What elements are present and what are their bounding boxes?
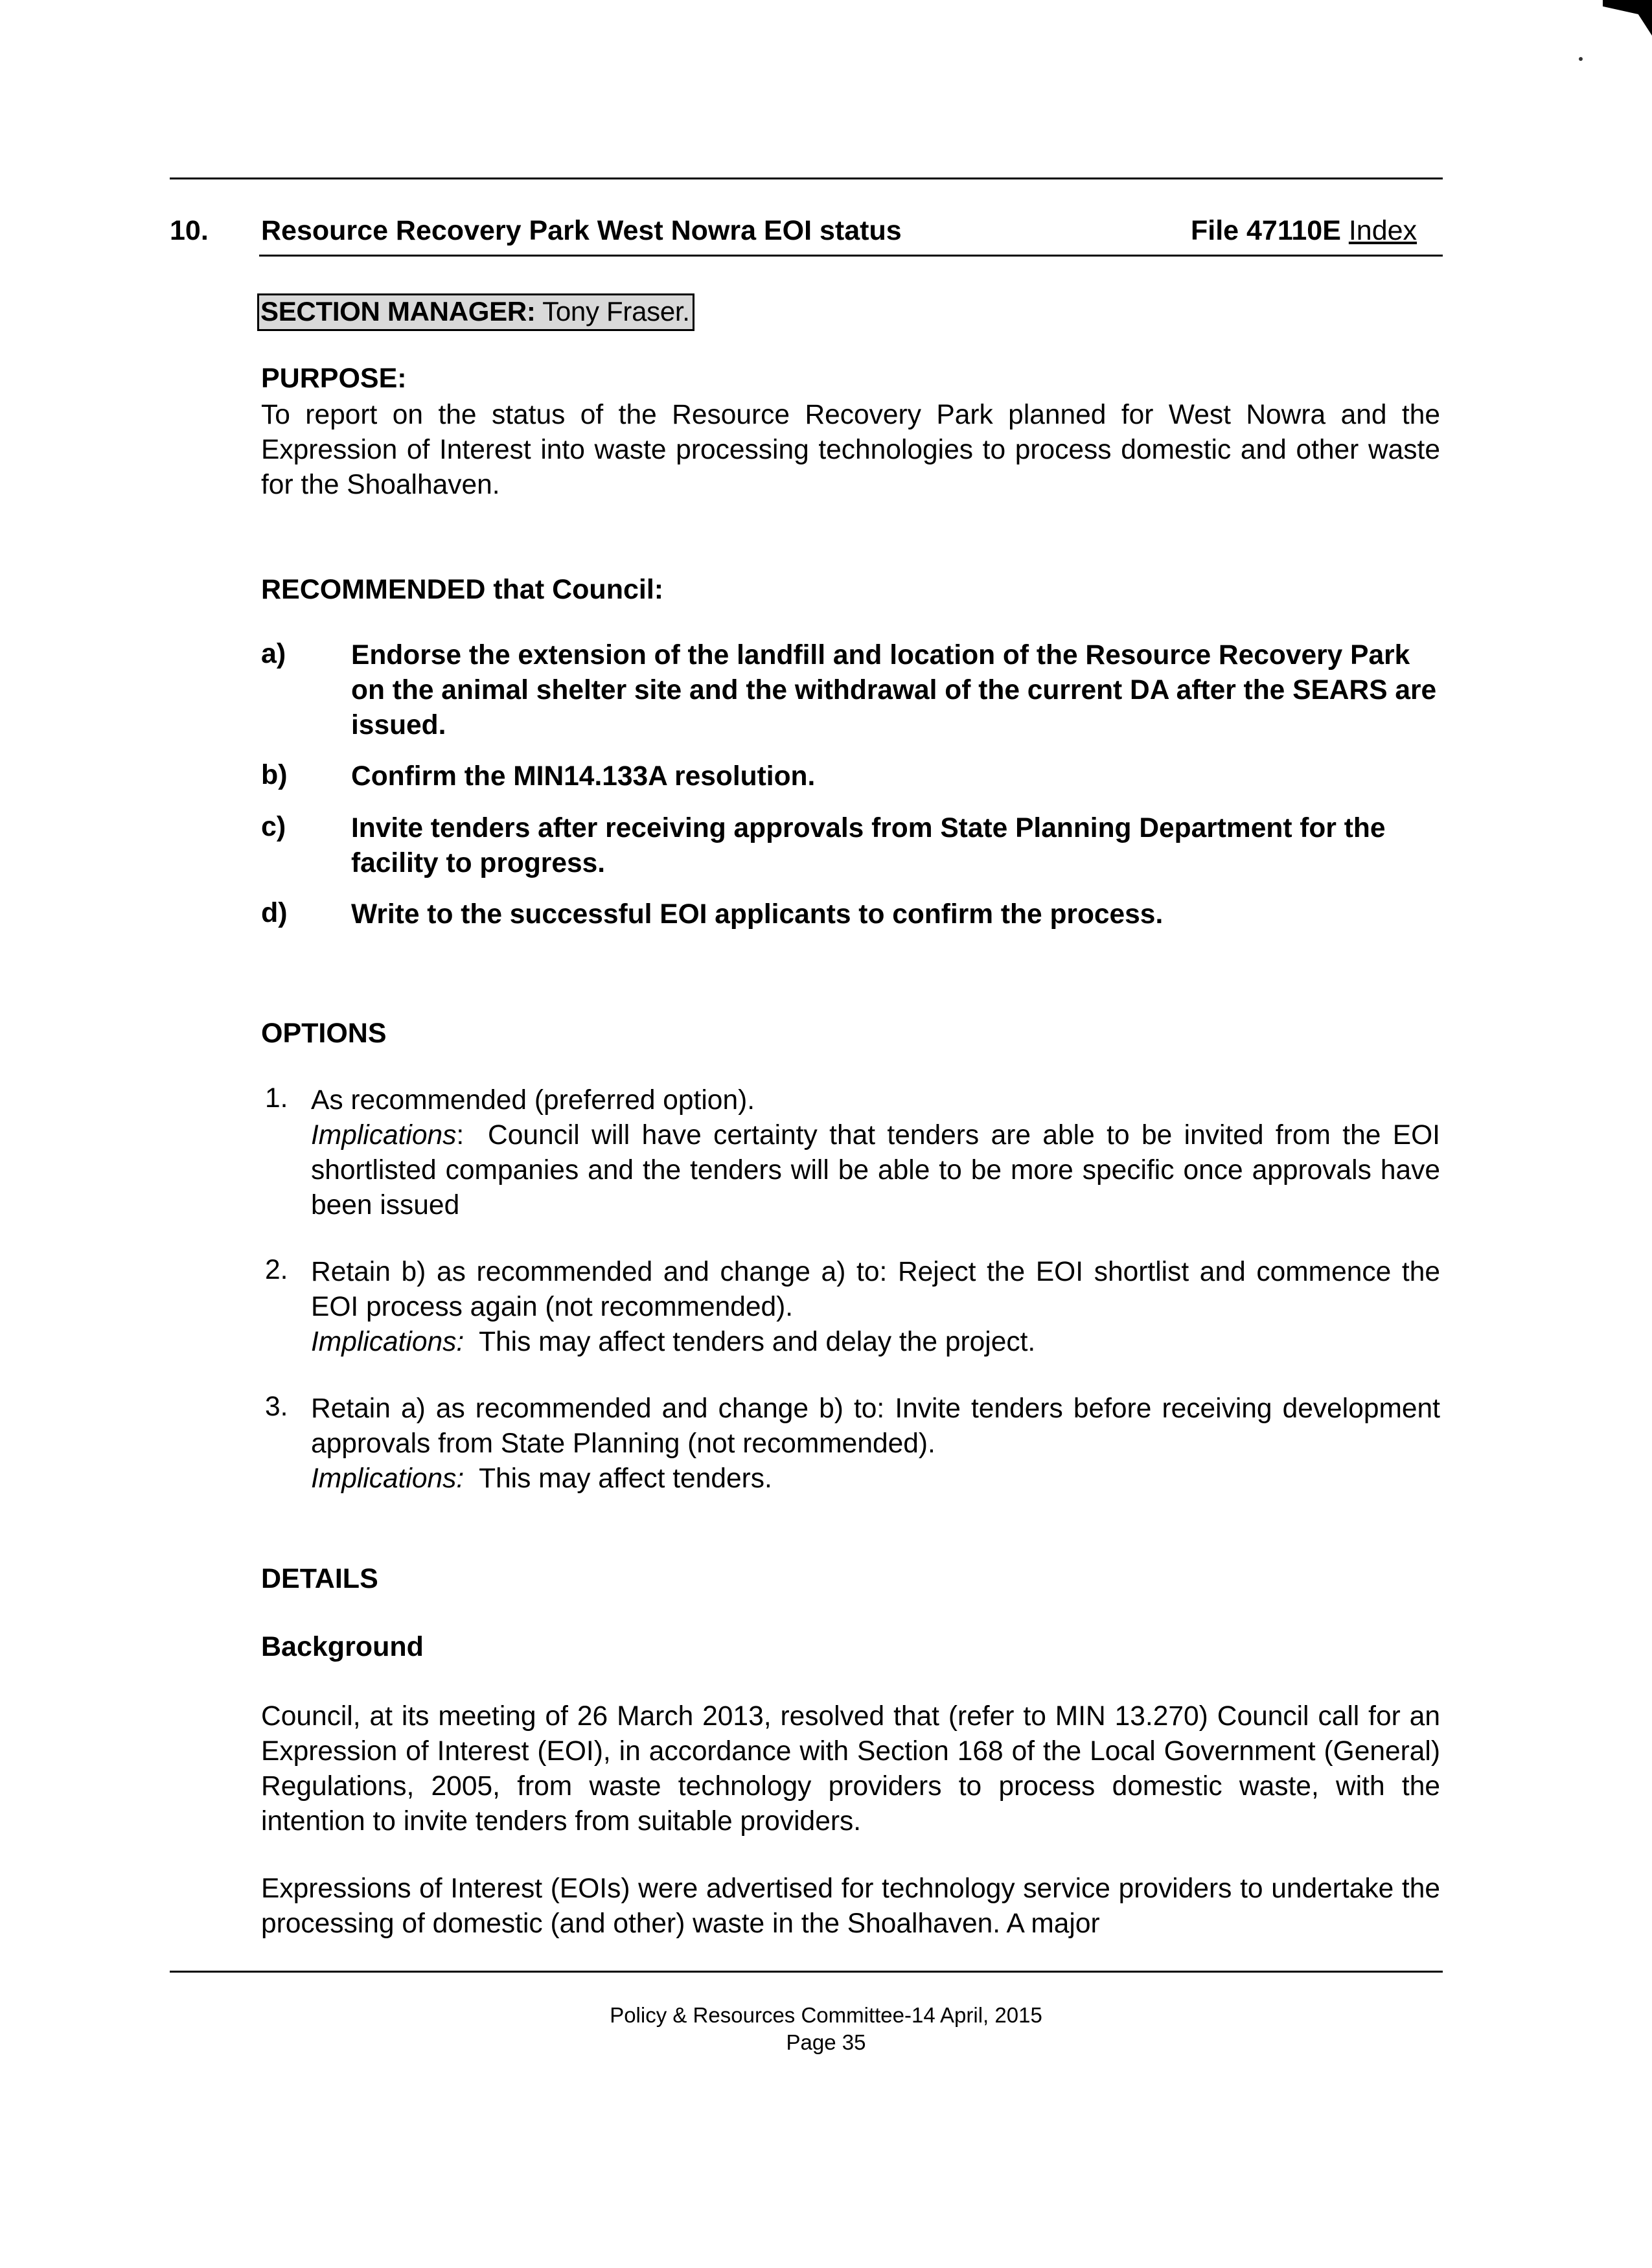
recommended-heading: RECOMMENDED that Council: xyxy=(261,574,664,605)
top-rule xyxy=(170,178,1443,179)
rec-letter-c: c) xyxy=(261,811,286,842)
option-1 xyxy=(311,1083,1440,1223)
option-3-text: Retain a) as recommended and change b) to: Invite tenders before receiving development approvals from State Planning (not recommended). xyxy=(311,1393,1440,1459)
option-2-implications xyxy=(311,1325,1440,1360)
file-label: File 47110E xyxy=(1191,215,1341,246)
bottom-rule xyxy=(170,1971,1443,1973)
title-underline xyxy=(259,255,1443,257)
option-number-3: 3. xyxy=(265,1392,288,1422)
option-number-2: 2. xyxy=(265,1255,288,1285)
implications-label: Implications xyxy=(311,1120,457,1151)
purpose-heading: PURPOSE: xyxy=(261,363,407,394)
rec-text-a: Endorse the extension of the landfill and location of the Resource Recovery Park on the animal shelter site and the withdrawal of the current DA after the SEARS are issued. xyxy=(351,640,1437,740)
details-heading: DETAILS xyxy=(261,1563,378,1594)
implications-label: Implications: xyxy=(311,1327,465,1357)
implications-text: This may affect tenders. xyxy=(479,1463,772,1494)
options-heading: OPTIONS xyxy=(261,1018,387,1049)
rec-letter-a: a) xyxy=(261,638,286,669)
footer-page-number: Page 35 xyxy=(786,2030,866,2054)
option-3-implications xyxy=(311,1461,1440,1496)
rec-text-d: Write to the successful EOI applicants to confirm the process. xyxy=(351,899,1164,930)
report-title: Resource Recovery Park West Nowra EOI status xyxy=(261,215,902,246)
footer-committee: Policy & Resources Committee-14 April, 2015 xyxy=(610,2003,1042,2027)
section-manager-label: SECTION MANAGER: xyxy=(260,296,536,326)
option-2 xyxy=(311,1255,1440,1360)
section-manager-name: Tony Fraser. xyxy=(542,296,690,326)
option-number-1: 1. xyxy=(265,1083,288,1114)
option-2-text: Retain b) as recommended and change a) to: Reject the EOI shortlist and commence the EOI process again (not recommended). xyxy=(311,1257,1440,1322)
item-number: 10. xyxy=(170,215,209,246)
rec-letter-d: d) xyxy=(261,897,288,928)
background-subheading: Background xyxy=(261,1631,424,1662)
rec-text-b: Confirm the MIN14.133A resolution. xyxy=(351,761,816,792)
implications-label: Implications: xyxy=(311,1463,465,1494)
implications-text: This may affect tenders and delay the project. xyxy=(479,1327,1036,1357)
option-1-implications: Implications: Council will have certainty that tenders are able to be invited from the EOI shortlisted companies and the tenders will be able to be more specific once approvals have been issued xyxy=(311,1120,1440,1220)
option-3 xyxy=(311,1392,1440,1496)
rec-letter-b: b) xyxy=(261,759,288,790)
scan-corner-mark xyxy=(1603,0,1652,36)
implications-text: Council will have certainty that tenders are able to be invited from the EOI shortlisted companies and the tenders will be able to be more specific once approvals have been issued xyxy=(311,1120,1440,1220)
scan-speck xyxy=(1579,57,1583,61)
index-link[interactable]: Index xyxy=(1348,215,1417,246)
details-paragraph-1: Council, at its meeting of 26 March 2013, resolved that (refer to MIN 13.270) Council call for an Expression of Interest (EOI), in accordance with Section 168 of the Local Government (General) Regulations, 2005, from waste technology providers to process domestic waste, with the intention to invite tenders from suitable providers. xyxy=(261,1701,1440,1837)
purpose-text: To report on the status of the Resource Recovery Park planned for West Nowra and the Expression of Interest into waste processing technologies to process domestic and other waste for the Shoalhaven. xyxy=(261,400,1440,500)
section-manager-box xyxy=(257,293,694,331)
option-1-text: As recommended (preferred option). xyxy=(311,1085,755,1116)
rec-text-c: Invite tenders after receiving approvals from State Planning Department for the facility to progress. xyxy=(351,813,1386,878)
file-reference xyxy=(1191,215,1417,247)
details-paragraph-2: Expressions of Interest (EOIs) were advertised for technology service providers to undertake the processing of domestic (and other) waste in the Shoalhaven. A major xyxy=(261,1873,1440,1939)
